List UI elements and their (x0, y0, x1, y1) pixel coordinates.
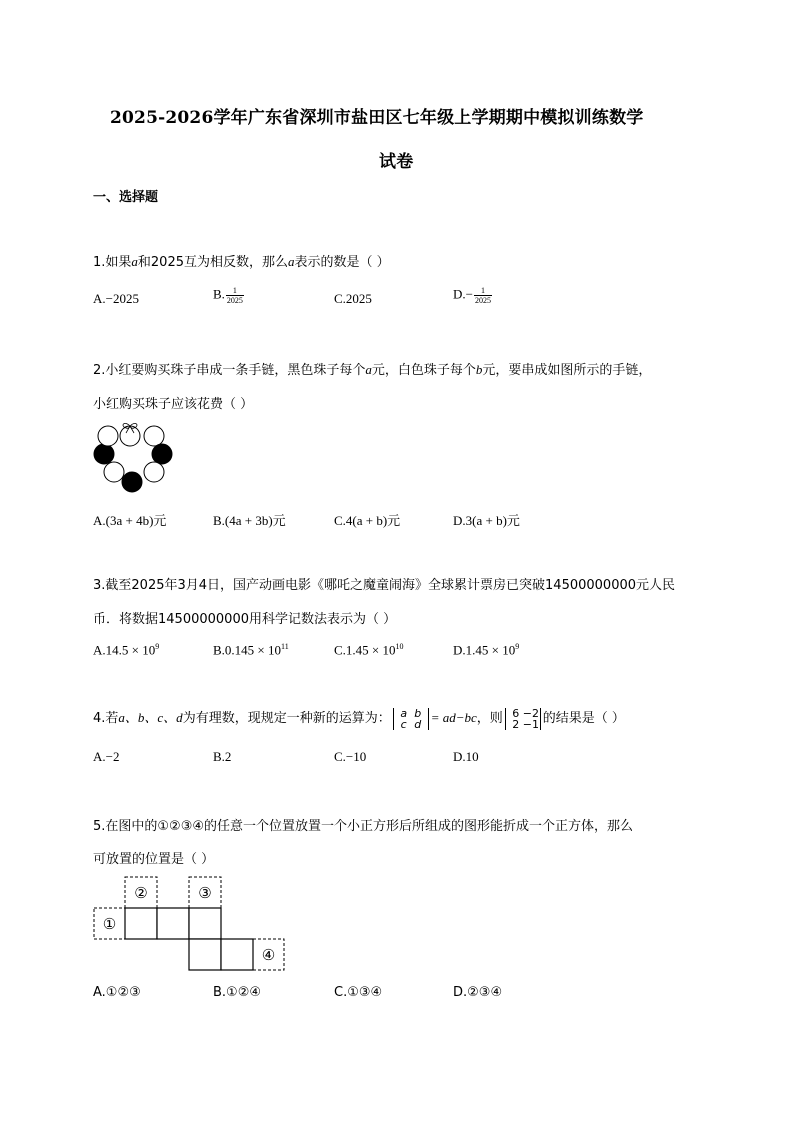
question-3-stem-line1: 3.截至2025年3月4日，国产动画电影《哪吒之魔童闹海》全球累计票房已突破14500000000元人民 (93, 578, 676, 593)
white-bead (120, 426, 140, 446)
q1-option-c[interactable]: C.2025 (334, 291, 372, 306)
q3-option-d[interactable]: $D.1.45 \times 10^9$ (453, 642, 520, 658)
q2-option-a[interactable]: A.(3a + 4b)元 (93, 513, 167, 528)
cube-net-figure (93, 876, 287, 972)
q4-option-b[interactable]: B.2 (213, 749, 232, 764)
white-bead (144, 462, 164, 482)
position-label-1: ① (102, 915, 117, 933)
q5-option-a[interactable]: A.①②③ (93, 985, 141, 1000)
q4-option-d[interactable]: D.10 (453, 749, 479, 764)
q3-option-c[interactable]: $C.1.45 \times 10^{10}$ (334, 642, 404, 658)
question-4-stem: 4.若a、b、c、d为有理数，现规定一种新的运算为： a b c d = ad−bc，则 6 −2 2 −1 的结果是（ ） (93, 706, 625, 731)
net-squares (125, 908, 253, 970)
white-bead (98, 426, 118, 446)
position-label-3: ③ (198, 884, 212, 902)
section-heading: 一、选择题 (93, 190, 159, 205)
q5-option-d[interactable]: D.②③④ (453, 985, 503, 1000)
q4-option-a[interactable]: A.−2 (93, 749, 120, 764)
q5-option-c[interactable]: C.①③④ (334, 985, 383, 1000)
q1-option-a[interactable]: A.−2025 (93, 291, 139, 306)
q3-option-a[interactable]: $A.14.5 \times 10^9$ (93, 642, 160, 658)
question-5-stem-line2: 可放置的位置是（ ） (93, 852, 215, 867)
q1-option-d[interactable]: D.− $\frac{1}{2025}$ (453, 286, 491, 305)
question-2-stem-line2: 小红购买珠子应该花费（ ） (93, 397, 254, 412)
q5-option-b[interactable]: B.①②④ (213, 985, 262, 1000)
question-5-stem-line1: 5.在图中的①②③④的任意一个位置放置一个小正方形后所组成的图形能折成一个正方体，那么 (93, 819, 634, 834)
white-bead (104, 462, 124, 482)
q2-option-d[interactable]: D.3(a + b)元 (453, 513, 520, 528)
q3-option-b[interactable]: $B.0.145 \times 10^{11}$ (213, 642, 289, 658)
page-title-line2: 试卷 (379, 152, 414, 172)
q4-option-c[interactable]: C.−10 (334, 749, 367, 764)
black-bead (152, 444, 172, 464)
question-2-stem-line1: 2.小红要购买珠子串成一条手链，黑色珠子每个a元，白色珠子每个b元，要串成如图所示的手链， (93, 362, 652, 378)
question-3-stem-line2: 币．将数据14500000000用科学记数法表示为（ ） (93, 612, 397, 627)
determinant-numeric: 6 −2 2 −1 (505, 708, 541, 730)
q2-option-c[interactable]: C.4(a + b)元 (334, 513, 401, 528)
q1-option-b[interactable]: B. $\frac{1}{2025}$ (213, 286, 243, 305)
position-label-4: ④ (261, 946, 276, 964)
white-bead (144, 426, 164, 446)
black-bead (122, 472, 142, 492)
page-title: 2025-2026学年广东省深圳市盐田区七年级上学期期中模拟训练数学 (110, 108, 644, 128)
determinant-abcd: a b c d (393, 708, 429, 730)
bracelet-figure (90, 420, 180, 496)
position-label-2: ② (134, 884, 148, 902)
q2-option-b[interactable]: B.(4a + 3b)元 (213, 513, 286, 528)
black-bead (94, 444, 114, 464)
question-1-stem: 1.如果a和2025互为相反数，那么a表示的数是（ ） (93, 254, 390, 270)
